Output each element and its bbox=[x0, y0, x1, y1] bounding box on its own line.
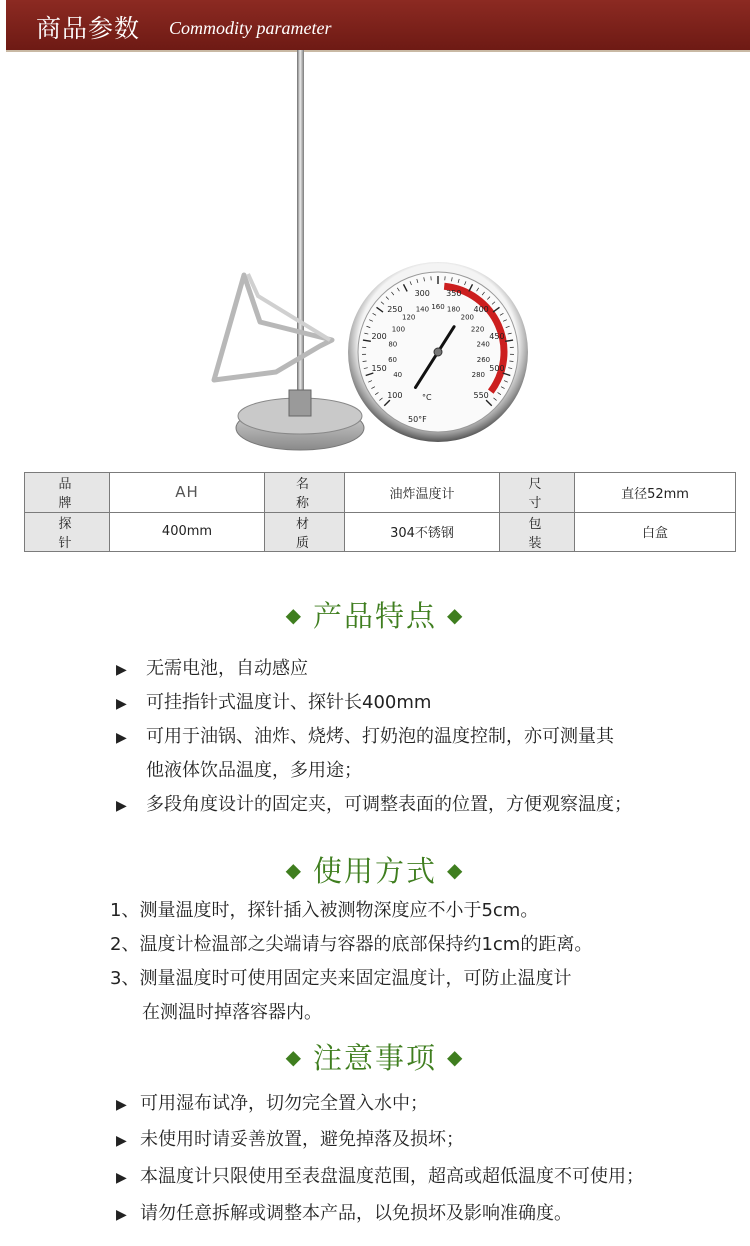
dial-label-outer: 500 bbox=[489, 363, 505, 373]
list-item: ▶ 未使用时请妥善放置，避免掉落及损坏； bbox=[116, 1123, 464, 1158]
list-item: ▶ 可用于油锅、油炸、烧烤、打奶泡的温度控制，亦可测量其 bbox=[116, 720, 736, 755]
dial-label-outer: 350 bbox=[446, 289, 462, 299]
diamond-icon: ◆ bbox=[285, 603, 303, 627]
param-label-package: 包装 bbox=[500, 512, 575, 552]
header-banner bbox=[6, 0, 750, 52]
dial-label-inner: 60 bbox=[388, 356, 398, 365]
dial-unit-f: 50°F bbox=[408, 415, 427, 424]
triangle-right-icon: ▶ bbox=[116, 1207, 127, 1223]
header-title-cn: 商品参数 bbox=[36, 14, 141, 43]
dial-label-inner: 280 bbox=[471, 371, 485, 380]
params-row bbox=[25, 512, 736, 552]
diamond-icon: ◆ bbox=[447, 603, 465, 627]
dial-label-inner: 240 bbox=[476, 340, 490, 349]
dial-label-inner: 100 bbox=[391, 325, 406, 334]
thermometer-product-image bbox=[200, 50, 560, 470]
dial-needle-hub bbox=[434, 348, 442, 356]
list-item: 3、测量温度时可使用固定夹来固定温度计，可防止温度计 bbox=[110, 968, 572, 989]
list-item: ▶ 请勿任意拆解或调整本产品，以免损坏及影响准确度。 bbox=[116, 1197, 572, 1232]
dial-label-outer: 200 bbox=[371, 332, 387, 342]
param-value-material: 304不锈钢 bbox=[345, 512, 500, 552]
param-value-size: 直径52mm bbox=[575, 473, 736, 513]
diamond-icon: ◆ bbox=[285, 1045, 303, 1069]
dial-tick bbox=[363, 361, 367, 362]
list-item-continuation: 他液体饮品温度，多用途； bbox=[146, 760, 362, 781]
triangle-right-icon: ▶ bbox=[116, 662, 127, 678]
dial-unit-c: °C bbox=[422, 393, 432, 402]
usage-title: ◆ 使用方式 ◆ bbox=[285, 854, 465, 888]
triangle-right-icon: ▶ bbox=[116, 798, 127, 814]
dial-label-outer: 100 bbox=[387, 391, 403, 401]
param-label-material: 材质 bbox=[265, 512, 345, 552]
list-item: 2、温度计检温部之尖端请与容器的底部保持约1cm的距离。 bbox=[110, 934, 593, 955]
dial-label-outer: 550 bbox=[473, 391, 489, 401]
dial-label-inner: 160 bbox=[431, 303, 445, 311]
triangle-right-icon: ▶ bbox=[116, 696, 127, 712]
dial-label-inner: 180 bbox=[446, 305, 461, 314]
dial-label-outer: 150 bbox=[371, 363, 387, 373]
dial-label-inner: 260 bbox=[476, 356, 491, 365]
diamond-icon: ◆ bbox=[447, 858, 465, 882]
list-item: 1、测量温度时，探针插入被测物深度应不小于5cm。 bbox=[110, 900, 539, 921]
list-item: ▶ 本温度计只限使用至表盘温度范围，超高或超低温度不可使用； bbox=[116, 1160, 644, 1195]
dial-tick bbox=[509, 361, 513, 362]
param-value-brand: AH bbox=[110, 473, 265, 513]
param-label-size: 尺寸 bbox=[500, 473, 575, 513]
param-value-probe: 400mm bbox=[110, 512, 265, 552]
triangle-right-icon: ▶ bbox=[116, 1097, 127, 1113]
dial-label-outer: 400 bbox=[473, 304, 489, 314]
list-item: ▶ 无需电池，自动感应 bbox=[116, 652, 736, 687]
header-title-en: Commodity parameter bbox=[169, 18, 332, 38]
diamond-icon: ◆ bbox=[447, 1045, 465, 1069]
dial-label-inner: 120 bbox=[401, 313, 416, 322]
param-label-name: 名称 bbox=[265, 473, 345, 513]
list-item-continuation: 在测温时掉落容器内。 bbox=[142, 1002, 322, 1023]
list-item: ▶ 可挂指针式温度计、探针长400mm bbox=[116, 686, 736, 721]
dial-label-inner: 200 bbox=[460, 313, 475, 322]
param-label-probe: 探针 bbox=[25, 512, 110, 552]
mounting-clip bbox=[214, 275, 332, 380]
triangle-right-icon: ▶ bbox=[116, 1133, 127, 1149]
list-item: ▶ 可用湿布试净，切勿完全置入水中； bbox=[116, 1087, 428, 1122]
param-value-name: 油炸温度计 bbox=[345, 473, 500, 513]
dial-label-outer: 300 bbox=[414, 289, 430, 299]
probe-rod bbox=[297, 50, 304, 395]
triangle-right-icon: ▶ bbox=[116, 730, 127, 746]
dial-label-inner: 40 bbox=[393, 371, 403, 380]
dial-label-inner: 220 bbox=[470, 325, 485, 334]
dial-label-outer: 450 bbox=[489, 332, 505, 342]
dial-label-inner: 140 bbox=[415, 305, 430, 314]
notes-title: ◆ 注意事项 ◆ bbox=[285, 1041, 465, 1075]
list-item: ▶ 多段角度设计的固定夹，可调整表面的位置，方便观察温度； bbox=[116, 788, 736, 823]
dial-label-inner: 80 bbox=[388, 340, 398, 349]
param-value-package: 白盒 bbox=[575, 512, 736, 552]
params-table bbox=[24, 472, 736, 552]
features-title: ◆ 产品特点 ◆ bbox=[285, 599, 465, 633]
diamond-icon: ◆ bbox=[285, 858, 303, 882]
params-row bbox=[25, 473, 736, 513]
triangle-right-icon: ▶ bbox=[116, 1170, 127, 1186]
param-label-brand: 品牌 bbox=[25, 473, 110, 513]
dial-label-outer: 250 bbox=[387, 304, 403, 314]
